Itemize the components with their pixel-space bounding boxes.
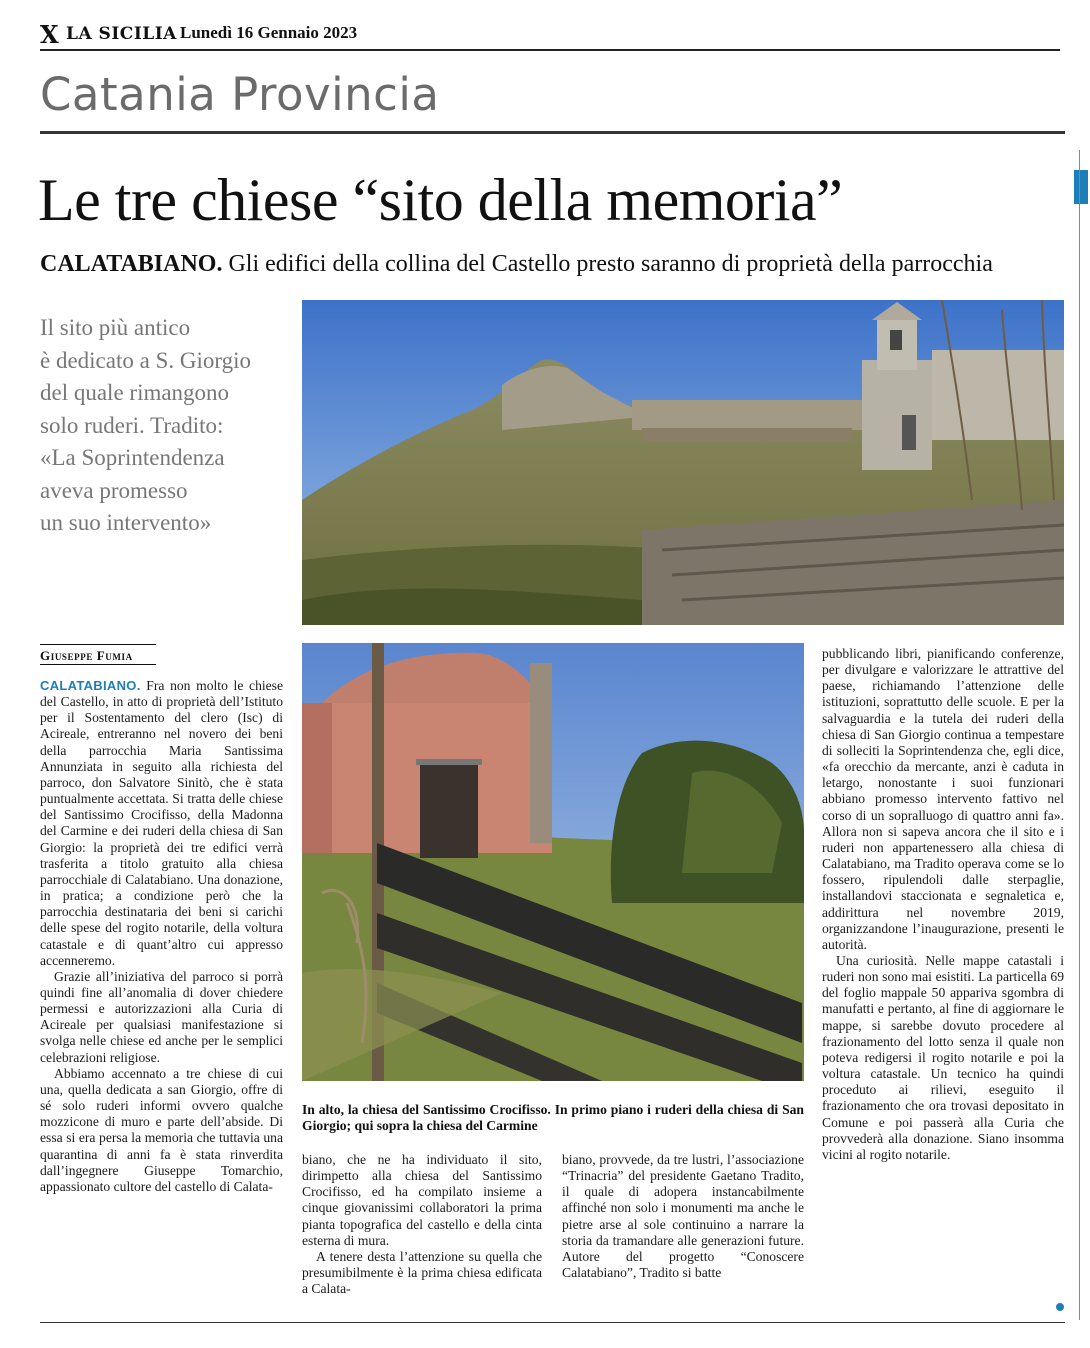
article-paragraph: biano, provvede, da tre lustri, l’associazione “Trinacria” del presidente Gaetano Tradito, il quale di adopera instancabilmente affinché non solo i monumenti ma anche le pietre arse al sole continuino a narrare la storia da tramandare alle generazioni future. Autore del progetto “Conoscere Calatabiano”, Tradito si batte	[562, 1152, 804, 1281]
byline-rule	[40, 664, 156, 665]
article-column-1	[40, 678, 283, 1195]
top-rule	[40, 49, 1060, 51]
subhead-place: CALATABIANO.	[40, 251, 223, 277]
article-column-3	[562, 1152, 804, 1281]
subhead-text: Gli edifici della collina del Castello presto saranno di proprietà della parrocchia	[228, 251, 993, 277]
article-paragraph	[40, 678, 283, 969]
section-rule	[40, 131, 1065, 134]
headline: Le tre chiese “sito della memoria”	[38, 167, 843, 233]
end-of-article-dot	[1056, 1303, 1064, 1311]
byline-rule	[40, 644, 156, 645]
subheadline	[40, 251, 993, 278]
page-accent-marker	[1074, 170, 1088, 204]
article-paragraph: Una curiosità. Nelle mappe catastali i ruderi non sono mai esistiti. La particella 69 del foglio mappale 50 appariva sgombra di manufatti e pertanto, al fine di aggiornare le mappe, si sarebbe dovuto procedere al frazionamento del lotto senza il quale non poteva redigersi il rogito notarile e poi la voltura catastale. Un tecnico ha quindi proceduto ai rilievi, eseguito il frazionamento che ora trovasi depositato in Comune e poi passerà alla Curia che provvederà alla donazione. Siano insomma vicini al rogito notarile.	[822, 952, 1064, 1162]
paragraph-text: Fra non molto le chiese del Castello, in atto di proprietà dell’Istituto per il Sostentamento del clero (Isc) di Acireale, entreranno nel novero dei beni della parrocchia Maria Santissima Annunziata in seguito alla richiesta del parroco, don Salvatore Sinitò, che è stata puntualmente accettata. Si tratta delle chiese del Santissimo Crocifisso, della Madonna del Carmine e dei ruderi della chiesa di San Giorgio: la proprietà dei tre edifici verrà trasferita a titolo gratuito alla chiesa parrocchiale di Calatabiano. Una donazione, in pratica; a condizione però che la parrocchia destinataria dei beni si carichi delle spese del rogito notarile, della voltura catastale e di quant’altro cui appresso accenneremo.	[40, 678, 283, 968]
pull-quote-line: un suo intervento»	[40, 510, 212, 535]
article-paragraph: Abbiamo accennato a tre chiese di cui una, quella dedicata a san Giorgio, offre di sé solo ruderi informi ovvero qualche mozzicone di muro e parte dell’abside. Di essa si era persa la memoria che tuttavia una quarantina di anni fa è stata rinverdita dall’ingegnere Giuseppe Tomarchio, appassionato cultore del castello di Calata-	[40, 1065, 283, 1194]
dateline: CALATABIANO.	[40, 678, 141, 693]
pull-quote-line: è dedicato a S. Giorgio	[40, 347, 251, 373]
byline: Giuseppe Fumia	[40, 648, 133, 663]
page-letter: X	[40, 20, 59, 49]
bottom-rule	[40, 1322, 1065, 1323]
pull-quote-line: «La Soprintendenza	[40, 445, 225, 470]
pull-quote-line: solo ruderi. Tradito:	[40, 412, 224, 438]
article-column-2	[302, 1152, 542, 1297]
pull-quote-line: Il sito più antico	[40, 315, 191, 340]
pull-quote	[40, 312, 290, 540]
pull-quote-line: del quale rimangono	[40, 380, 230, 405]
article-paragraph: pubblicando libri, pianificando conferenze, per divulgare e valorizzare le attrattive del paese, richiamando l’attenzione delle istituzioni, soprattutto delle scuole. E per la salvaguardia e la tutela dei ruderi della chiesa di San Giorgio continua a tempestare di solleciti la Soprintendenza che, egli dice, «fa orecchio da mercante, anzi è caduta in letargo, nonostante i suoi funzionari abbiano promesso intervento fattivo nel corso di un sopralluogo di quattro anni fa». Allora non si sapeva ancora che il sito e i ruderi non appartenessero alla chiesa di Calatabiano, ma Tradito operava come se lo fossero, ripulendoli dalle sterpaglie, installandovi staccionata e segnaletica e, addirittura nel novembre 2019, organizzandone l’inaugurazione, presenti le autorità.	[822, 646, 1064, 952]
section-title: Catania Provincia	[40, 68, 440, 121]
photo-caption: In alto, la chiesa del Santissimo Crocifisso. In primo piano i ruderi della chiesa di San Giorgio; qui sopra la chiesa del Carmine	[302, 1102, 804, 1133]
article-column-4	[822, 646, 1064, 1163]
article-paragraph: Grazie all’iniziativa del parroco si porrà quindi fine all’anomalia di dover chiedere permessi e autorizzazioni alla Curia di Acireale per qualsiasi manifestazione si svolga nelle chiese ed anche per le semplici celebrazioni religiose.	[40, 968, 283, 1065]
article-paragraph: A tenere desta l’attenzione su quella che presumibilmente è la prima chiesa edificata a Calata-	[302, 1248, 542, 1297]
photo-carmine-church	[302, 643, 804, 1081]
newspaper-name: LA SICILIA	[66, 24, 177, 44]
article-paragraph: biano, che ne ha individuato il sito, dirimpetto alla chiesa del Santissimo Crocifisso, ed ha compilato insieme a cinque giovanissimi collaboratori la prima pianta topografica del castello e della cinta esterna di mura.	[302, 1152, 542, 1248]
pull-quote-line: aveva promesso	[40, 477, 188, 503]
right-margin-rule	[1079, 150, 1080, 1320]
issue-date: Lunedì 16 Gennaio 2023	[180, 23, 358, 42]
photo-castle-hill	[302, 300, 1064, 625]
